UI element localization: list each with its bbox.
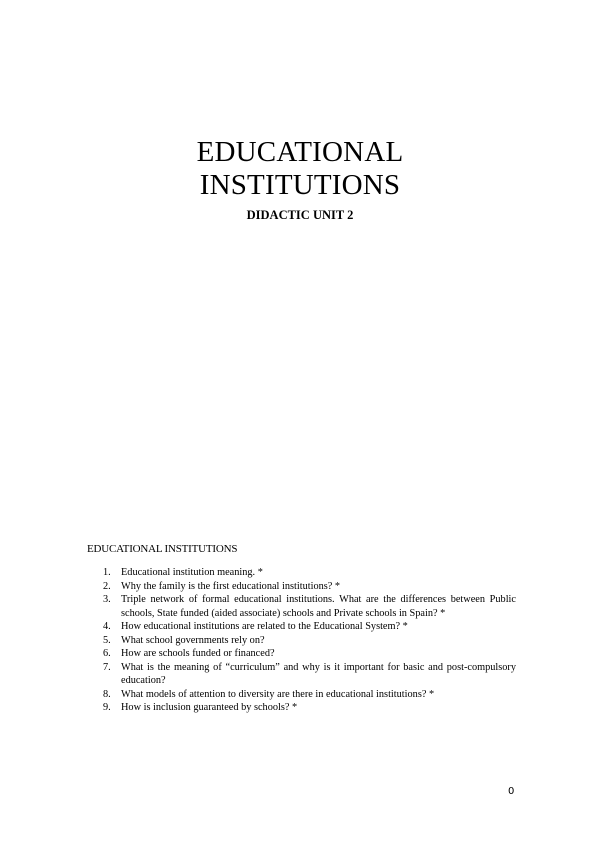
list-item bbox=[103, 566, 516, 580]
list-item bbox=[103, 620, 516, 634]
question-text: What models of attention to diversity are there in educational institutions? * bbox=[121, 688, 435, 700]
section-heading: EDUCATIONAL INSTITUTIONS bbox=[87, 543, 238, 555]
list-item bbox=[103, 580, 516, 594]
document-title bbox=[0, 136, 600, 202]
question-list bbox=[103, 566, 516, 715]
question-text: Educational institution meaning. * bbox=[121, 567, 263, 578]
list-item bbox=[103, 688, 516, 702]
question-text: What school governments rely on? bbox=[121, 634, 265, 646]
list-item bbox=[103, 634, 516, 648]
question-text: How educational institutions are related to the Educational System? * bbox=[121, 621, 408, 632]
question-number: 5. bbox=[103, 634, 111, 646]
list-item bbox=[103, 593, 516, 620]
question-text: What is the meaning of “curriculum” and why is it important for basic and post-compulsory education? bbox=[121, 661, 516, 686]
question-text: Why the family is the first educational institutions? * bbox=[121, 580, 341, 592]
question-text: How are schools funded or financed? bbox=[121, 648, 275, 659]
question-text: How is inclusion guaranteed by schools? * bbox=[121, 702, 298, 713]
list-item bbox=[103, 701, 516, 715]
title-line-2: INSTITUTIONS bbox=[199, 169, 401, 201]
question-number: 9. bbox=[103, 702, 111, 713]
question-number: 6. bbox=[103, 648, 111, 659]
list-item bbox=[103, 647, 516, 661]
question-number: 2. bbox=[103, 580, 111, 592]
question-number: 8. bbox=[103, 688, 111, 700]
list-item bbox=[103, 661, 516, 688]
page-number: 0 bbox=[508, 786, 515, 797]
question-number: 1. bbox=[103, 567, 111, 578]
document-subtitle: DIDACTIC UNIT 2 bbox=[246, 208, 354, 222]
question-text: Triple network of formal educational institutions. What are the differences between Public schools, State funded (aided associate) schools and Private schools in Spain? * bbox=[121, 594, 516, 619]
question-number: 4. bbox=[103, 621, 111, 632]
question-number: 3. bbox=[103, 594, 111, 605]
question-number: 7. bbox=[103, 661, 111, 673]
title-line-1: EDUCATIONAL bbox=[196, 136, 404, 168]
